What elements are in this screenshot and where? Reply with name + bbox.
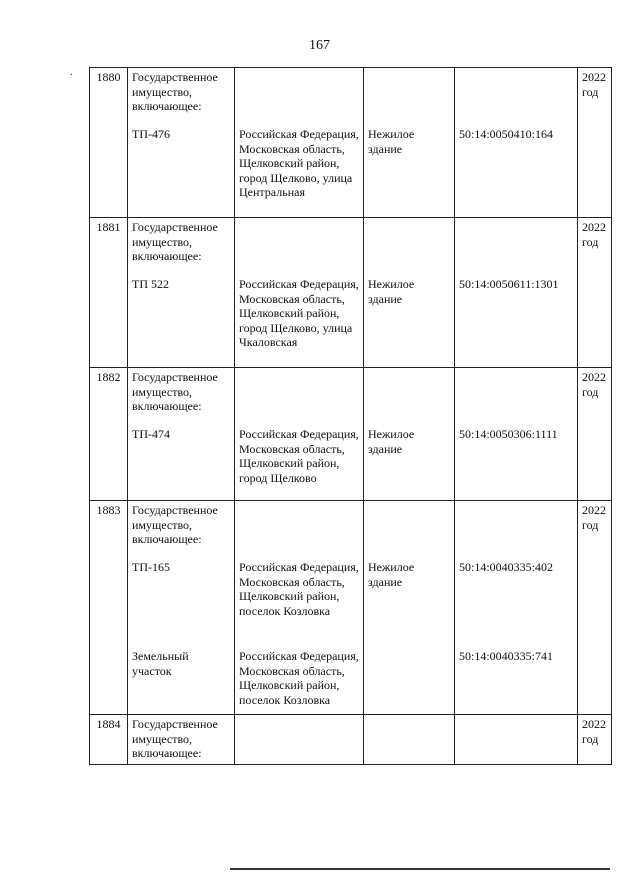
- row-number: 1881: [90, 218, 128, 368]
- table-row: [90, 368, 612, 501]
- year-cell: 2022 год: [578, 68, 612, 218]
- type-cell: [364, 501, 455, 715]
- cadastral-cell: [455, 501, 578, 715]
- name-cell: [128, 68, 235, 218]
- group-label: Государственное имущество, включающее:: [132, 717, 218, 760]
- type-cell: [364, 218, 455, 368]
- name-cell: [128, 218, 235, 368]
- year-cell: 2022 год: [578, 715, 612, 765]
- table-row: [90, 501, 612, 715]
- item-address: Российская Федерация, Московская область, Щелковский район, поселок Козловка: [239, 649, 359, 707]
- item-cadastral: 50:14:0050306:1111: [459, 427, 558, 441]
- type-cell: [364, 68, 455, 218]
- row-number: 1882: [90, 368, 128, 501]
- year-cell: 2022 год: [578, 501, 612, 715]
- address-cell: [235, 368, 364, 501]
- item-type: Нежилое здание: [368, 277, 415, 306]
- page-number: 167: [309, 38, 330, 53]
- type-cell: [364, 715, 455, 765]
- address-cell: [235, 68, 364, 218]
- table-row: [90, 218, 612, 368]
- name-cell: [128, 501, 235, 715]
- address-cell: [235, 501, 364, 715]
- year-cell: 2022 год: [578, 218, 612, 368]
- item-address: Российская Федерация, Московская область, Щелковский район, город Щелково: [239, 427, 359, 485]
- item-address: Российская Федерация, Московская область, Щелковский район, город Щелково, улица Чкаловская: [239, 277, 359, 349]
- property-registry-table: [89, 67, 612, 765]
- group-label: Государственное имущество, включающее:: [132, 220, 218, 263]
- table-row: [90, 715, 612, 765]
- item-type: Нежилое здание: [368, 127, 415, 156]
- item-name: ТП-476: [132, 127, 170, 141]
- bottom-rule: [230, 868, 610, 870]
- type-cell: [364, 368, 455, 501]
- row-number: 1883: [90, 501, 128, 715]
- item-cadastral: 50:14:0050410:164: [459, 127, 554, 141]
- item-name: ТП 522: [132, 277, 169, 291]
- address-cell: [235, 715, 364, 765]
- year-cell: 2022 год: [578, 368, 612, 501]
- item-cadastral: 50:14:0050611:1301: [459, 277, 559, 291]
- row-number: 1880: [90, 68, 128, 218]
- group-label: Государственное имущество, включающее:: [132, 70, 218, 113]
- item-name: ТП-165: [132, 560, 170, 574]
- margin-mark: .: [70, 67, 73, 78]
- name-cell: [128, 368, 235, 501]
- table-row: [90, 68, 612, 218]
- item-type: Нежилое здание: [368, 560, 415, 589]
- item-name: Земельный участок: [132, 649, 189, 678]
- group-label: Государственное имущество, включающее:: [132, 370, 218, 413]
- item-type: Нежилое здание: [368, 427, 415, 456]
- cadastral-cell: [455, 715, 578, 765]
- address-cell: [235, 218, 364, 368]
- cadastral-cell: [455, 368, 578, 501]
- group-label: Государственное имущество, включающее:: [132, 503, 218, 546]
- cadastral-cell: [455, 218, 578, 368]
- item-name: ТП-474: [132, 427, 170, 441]
- cadastral-cell: [455, 68, 578, 218]
- item-cadastral: 50:14:0040335:402: [459, 560, 554, 574]
- item-address: Российская Федерация, Московская область, Щелковский район, поселок Козловка: [239, 560, 359, 618]
- name-cell: [128, 715, 235, 765]
- item-cadastral: 50:14:0040335:741: [459, 649, 554, 663]
- row-number: 1884: [90, 715, 128, 765]
- item-address: Российская Федерация, Московская область, Щелковский район, город Щелково, улица Центральная: [239, 127, 359, 199]
